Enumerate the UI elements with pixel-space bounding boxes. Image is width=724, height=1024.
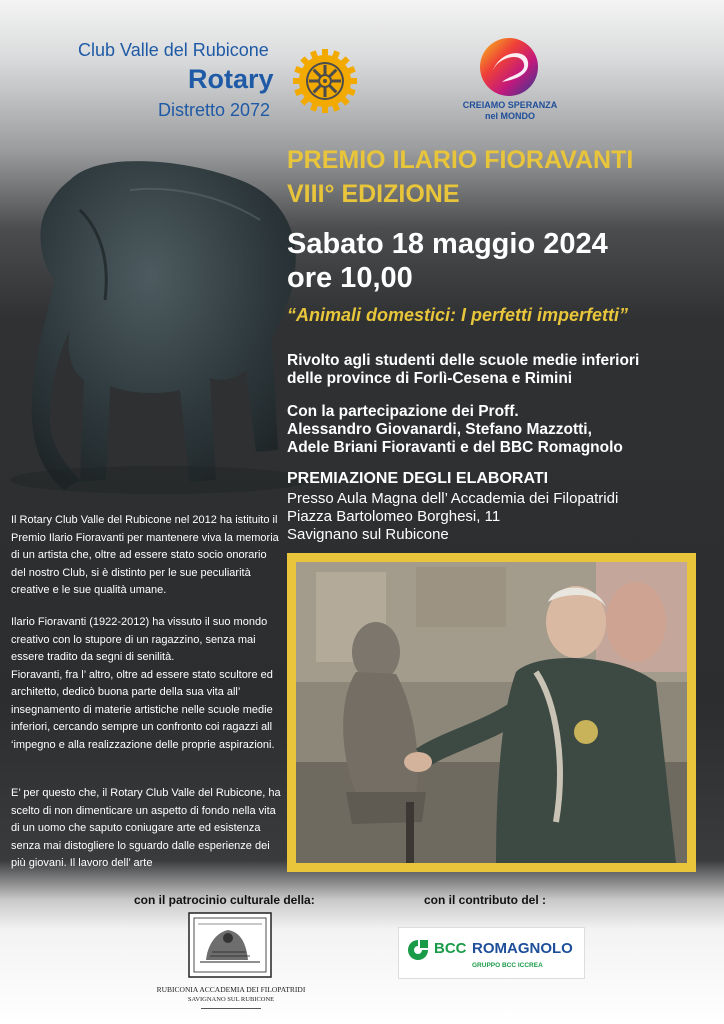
event-theme: “Animali domestici: I perfetti imperfetti” [287, 305, 629, 325]
venue-line3: Savignano sul Rubicone [287, 526, 449, 543]
rotary-wheel-icon [292, 48, 358, 114]
bcc-name: ROMAGNOLO [472, 940, 573, 957]
event-date: Sabato 18 maggio 2024 [287, 228, 608, 260]
venue-line2: Piazza Bartolomeo Borghesi, 11 [287, 508, 501, 525]
sculptor-photo [296, 562, 687, 863]
event-title-line1: PREMIO ILARIO FIORAVANTI [287, 146, 634, 174]
hope-logo-line1: CREIAMO SPERANZA [462, 100, 558, 110]
academy-city: SAVIGNANO SUL RUBICONE [187, 996, 275, 1003]
participation-line1: Con la partecipazione dei Proff. [287, 403, 519, 420]
award-title: PREMIAZIONE DEGLI ELABORATI [287, 470, 549, 487]
body-paragraph-2b-text: Fioravanti, fra l’ altro, oltre ad essere stato scultore ed architetto, dedicò buona parte della sua vita all’ insegnamento di materie artistiche nelle scuole medie inferiori, cercando sempre un confronto coi ragazzi all ‘impegno e alla realizzazione delle proprie aspirazioni. [11, 668, 275, 751]
body-paragraph-3 [11, 785, 283, 873]
rotary-club-name: Club Valle del Rubicone [78, 40, 269, 60]
hope-logo-line2: nel MONDO [484, 111, 535, 121]
body-paragraph-1 [11, 512, 283, 600]
event-time: ore 10,00 [287, 262, 413, 294]
bcc-mark-icon [406, 938, 430, 962]
patronage-label: con il patrocinio culturale della: [134, 893, 315, 907]
elephant-sculpture-image [10, 150, 310, 510]
body-paragraph-2a-text: Ilario Fioravanti (1922-2012) ha vissuto il suo mondo creativo con lo stupore di un ragazzino, senza mai essere tradito da segni di senilità. [11, 616, 268, 663]
participation-line3: Adele Briani Fioravanti e del BBC Romagnolo [287, 439, 623, 456]
event-title-line2: VIII° EDIZIONE [287, 180, 460, 208]
hope-swirl-icon [478, 36, 540, 98]
participation-line2: Alessandro Giovanardi, Stefano Mazzotti, [287, 421, 592, 438]
venue-line1: Presso Aula Magna dell’ Accademia dei Filopatridi [287, 490, 619, 507]
body-paragraph-3-text: E’ per questo che, il Rotary Club Valle del Rubicone, ha scelto di non dimenticare un aspetto di fondo nella vita di un uomo che saputo coniugare arte ed esistenza senza mai distogliere lo sguardo dalle esperienze dei più giovani. Il lavoro dell’ arte [11, 787, 281, 869]
rotary-brand: Rotary [188, 64, 274, 94]
contribution-label: con il contributo del : [424, 893, 546, 907]
bcc-brand: BCC [434, 940, 467, 957]
bcc-group: GRUPPO BCC ICCREA [472, 962, 543, 969]
academy-emblem-icon [188, 912, 272, 978]
academy-divider [201, 1008, 261, 1009]
academy-name: RUBICONIA ACCADEMIA DEI FILOPATRIDI [156, 985, 306, 994]
audience-line1: Rivolto agli studenti delle scuole medie inferiori [287, 352, 640, 369]
body-paragraph-1-text: Il Rotary Club Valle del Rubicone nel 2012 ha istituito il Premio Ilario Fioravanti per mantenere viva la memoria di un artista che, oltre ad essere stato socio onorario del nostro Club, si è distinto per le sue peculiarità creative e le sue qualità umane. [11, 514, 279, 596]
rotary-district: Distretto 2072 [158, 100, 271, 120]
body-paragraph-2 [11, 614, 283, 754]
audience-line2: delle province di Forlì-Cesena e Rimini [287, 370, 573, 387]
